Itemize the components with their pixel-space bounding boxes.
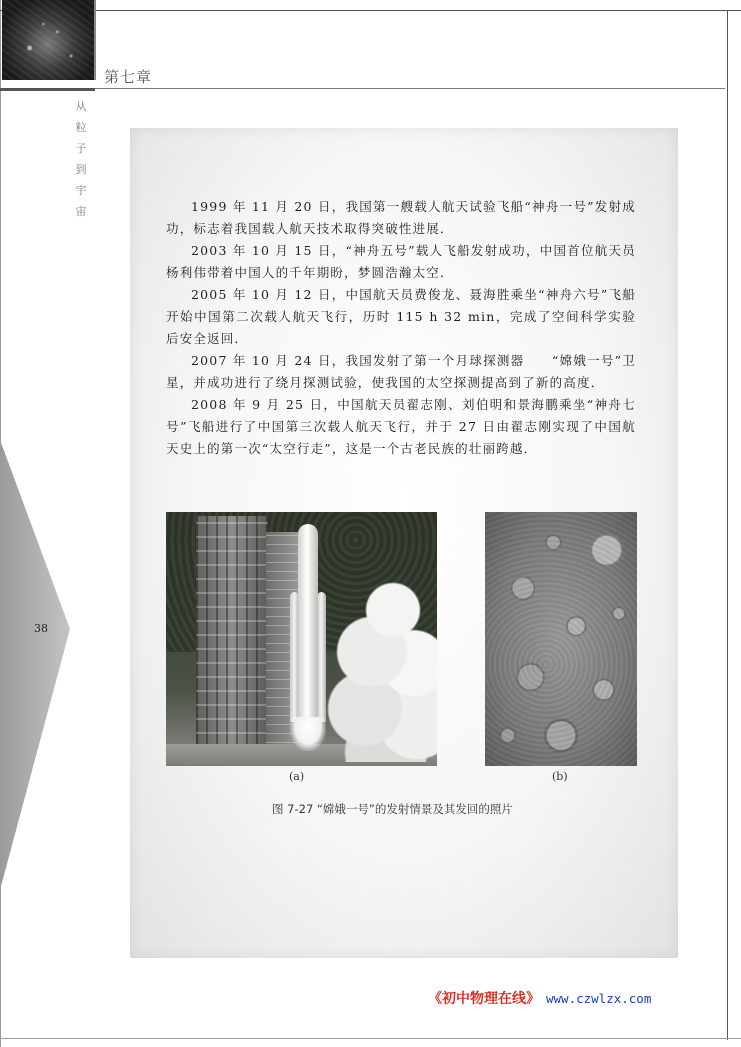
side-title-char: 从 — [75, 100, 87, 113]
side-title-char: 子 — [75, 142, 87, 155]
lunar-surface-photo — [485, 512, 637, 766]
paragraph: 2007 年 10 月 24 日，我国发射了第一个月球探测器 “嫦娥一号”卫星，并成功进行了绕月探测试验，使我国的太空探测提高到了新的高度． — [166, 353, 636, 390]
frame-top-line — [0, 10, 741, 11]
rocket-booster-right — [317, 592, 326, 722]
side-title-char: 到 — [75, 163, 87, 176]
figure-caption: 图 7-27 “嫦娥一号”的发射情景及其发回的照片 — [272, 802, 513, 816]
frame-bottom-line — [0, 1038, 741, 1039]
launch-tower — [196, 516, 268, 748]
body-text — [166, 196, 636, 460]
left-decorative-wedge — [0, 440, 70, 890]
paragraph: 2003 年 10 月 15 日，“神舟五号”载人飞船发射成功，中国首位航天员杨利伟带着中国人的千年期盼，梦圆浩瀚太空． — [166, 243, 636, 280]
figure-label-a: (a) — [289, 770, 305, 783]
side-title-char: 宇 — [75, 184, 87, 197]
page-number: 38 — [34, 622, 48, 635]
chapter-title: 第七章 — [104, 68, 153, 86]
rocket-launch-photo — [166, 512, 437, 766]
chapter-rule — [95, 88, 725, 89]
rocket-body — [298, 524, 318, 724]
frame-right-line — [727, 10, 728, 1040]
figure-label-b: (b) — [552, 770, 568, 783]
paragraph: 1999 年 11 月 20 日，我国第一艘载人航天试验飞船“神舟一号”发射成功，标志着我国载人航天技术取得突破性进展． — [166, 199, 636, 236]
corner-night-sky-image — [2, 0, 96, 80]
paragraph: 2008 年 9 月 25 日，中国航天员翟志刚、刘伯明和景海鹏乘坐“神舟七号”飞船进行了中国第三次载人航天飞行，并于 27 日由翟志刚实现了中国航天史上的第一次“太空行走”，这是一个古老民族的壮丽跨越． — [166, 397, 636, 456]
footer-brand: 《初中物理在线》 — [428, 991, 540, 1007]
footer-url[interactable]: www.czwlzx.com — [546, 991, 652, 1006]
side-title-char: 宙 — [75, 205, 87, 218]
exhaust-smoke — [316, 572, 437, 762]
side-book-title — [73, 96, 89, 222]
footer-watermark — [428, 988, 651, 1008]
chapter-rule-thick — [0, 88, 95, 91]
paragraph: 2005 年 10 月 12 日，中国航天员费俊龙、聂海胜乘坐“神舟六号”飞船开始中国第二次载人航天飞行，历时 115 h 32 min，完成了空间科学实验后安全返回． — [166, 287, 636, 346]
rocket-flame — [290, 717, 326, 751]
side-title-char: 粒 — [75, 121, 87, 134]
